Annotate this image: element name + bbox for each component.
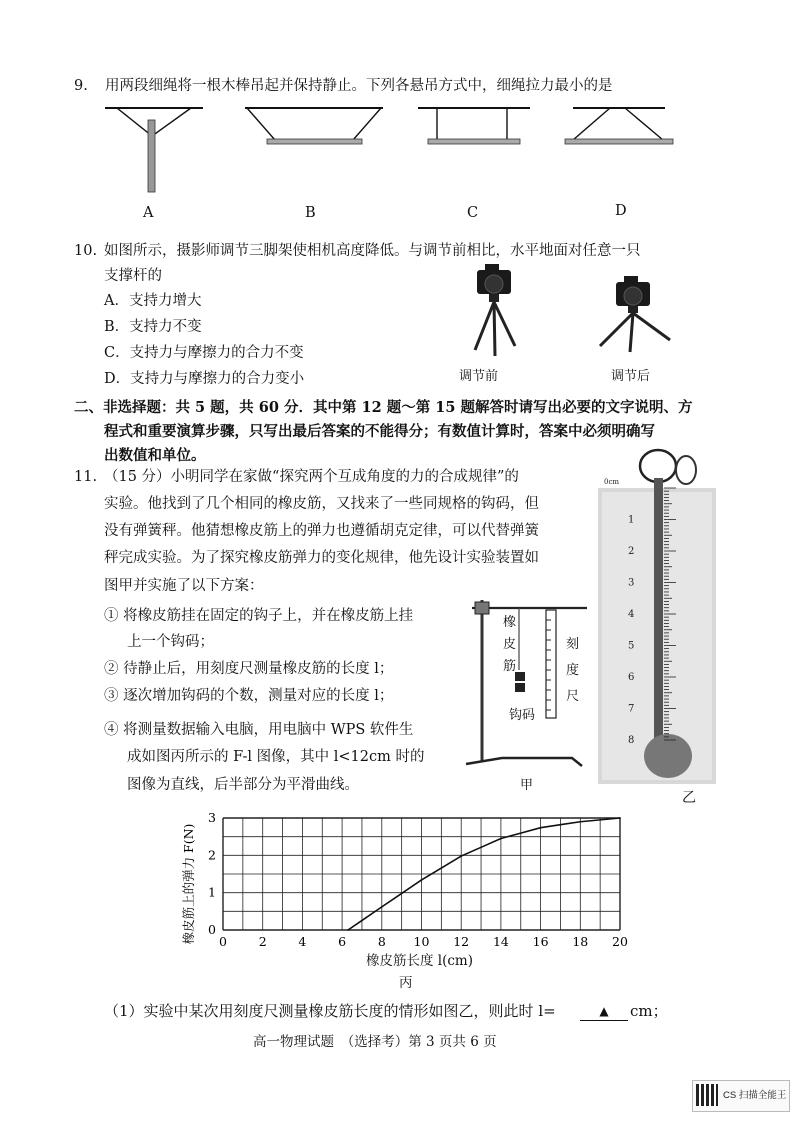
ruler-number: 5 — [628, 640, 635, 652]
q9-number: 9. — [74, 78, 88, 94]
q9-option-d: D — [615, 203, 627, 219]
chart-y-tick-label: 1 — [208, 884, 216, 900]
q9-option-c: C — [467, 205, 479, 221]
chart-x-tick-label: 20 — [612, 934, 628, 949]
q11-line1: （15 分）小明同学在家做“探究两个互成角度的力的合成规律”的 — [104, 469, 519, 485]
q11-step4-a: ④ 将测量数据输入电脑，用电脑中 WPS 软件生 — [104, 722, 414, 738]
q10-line1: 如图所示，摄影师调节三脚架使相机高度降低。与调节前相比，水平地面对任意一只 — [104, 243, 641, 259]
q11-line2: 实验。他找到了几个相同的橡皮筋，又找来了一些同规格的钩码，但 — [104, 496, 539, 512]
fig-jia-apparatus — [462, 580, 602, 770]
chart-x-tick-label: 0 — [219, 934, 227, 949]
q9-figure-b — [245, 108, 383, 144]
q11-line5: 图甲并实施了以下方案： — [104, 578, 264, 594]
q11-step2: ② 待静止后，用刻度尺测量橡皮筋的长度 l； — [104, 661, 394, 677]
ruler-number: 6 — [628, 672, 635, 683]
q11-sub1-text: （1）实验中某次用刻度尺测量橡皮筋长度的情形如图乙，则此时 l= — [104, 1002, 556, 1020]
ruler-label-2: 度 — [566, 663, 580, 678]
chart-y-tick-label: 3 — [208, 810, 216, 825]
chart-ticks — [208, 810, 628, 949]
chart-y-tick-label: 0 — [208, 922, 216, 937]
scanner-badge — [692, 1080, 790, 1112]
chart-x-tick-label: 12 — [453, 934, 470, 949]
tripod-after-figure — [580, 272, 690, 362]
section2-line1: 二、非选择题：共 5 题，共 60 分．其中第 12 题～第 15 题解答时请写出必要的文字说明、方 — [74, 399, 693, 416]
qr-code-icon — [696, 1084, 718, 1106]
q10-choice-b: B．支持力不变 — [104, 319, 202, 335]
tripod-after-caption: 调节后 — [611, 369, 651, 384]
fig-yi-photo — [598, 448, 716, 784]
chart-x-tick-label: 8 — [377, 934, 386, 949]
chart-x-tick-label: 4 — [298, 934, 307, 949]
chart-x-tick-label: 14 — [492, 934, 509, 949]
q11-sub1-unit: cm； — [630, 1002, 668, 1020]
q11-step1-b: 上一个钩码； — [127, 634, 214, 650]
ruler-number: 4 — [628, 609, 635, 620]
scanner-badge-text: CS 扫描全能王 — [723, 1090, 787, 1101]
q11-line3: 没有弹簧秤。他猜想橡皮筋上的弹力也遵循胡克定律，可以代替弹簧 — [104, 523, 539, 539]
q9-option-b: B — [305, 205, 316, 221]
ruler-number: 8 — [628, 735, 635, 746]
band-label-3: 筋 — [503, 659, 517, 674]
q9-figure-d — [565, 108, 673, 144]
q11-line4: 秤完成实验。为了探究橡皮筋弹力的变化规律，他先设计实验装置如 — [104, 550, 539, 566]
q10-number: 10. — [74, 243, 98, 259]
hook-weight-label: 钩码 — [509, 708, 536, 723]
q11-step3: ③ 逐次增加钩码的个数，测量对应的长度 l； — [104, 688, 394, 704]
ruler-number: 1 — [628, 514, 635, 526]
tripod-before-figure — [455, 258, 535, 363]
ruler-number: 7 — [628, 703, 635, 715]
ruler-label-1: 刻 — [566, 637, 580, 652]
q9-figures — [95, 100, 695, 200]
q11-step1-a: ① 将橡皮筋挂在固定的钩子上，并在橡皮筋上挂 — [104, 608, 414, 624]
q9-text: 用两段细绳将一根木棒吊起并保持静止。下列各悬吊方式中，细绳拉力最小的是 — [105, 78, 613, 94]
q11-number: 11. — [74, 469, 98, 485]
chart-grid — [223, 817, 621, 931]
ruler-number: 3 — [628, 577, 635, 589]
q9-figure-a — [105, 108, 203, 192]
chart-y-tick-label: 2 — [208, 847, 216, 863]
band-label-2: 皮 — [503, 637, 517, 652]
section2-line3: 出数值和单位。 — [104, 447, 206, 464]
chart-title: 丙 — [399, 975, 413, 991]
chart-x-tick-label: 18 — [572, 934, 589, 949]
q10-line2: 支撑杆的 — [104, 268, 162, 284]
chart-x-tick-label: 10 — [413, 934, 430, 949]
q9-option-a: A — [143, 205, 154, 221]
q11-step4-c: 图像为直线，后半部分为平滑曲线。 — [127, 777, 359, 793]
chart-xlabel: 橡皮筋长度 l(cm) — [366, 953, 474, 969]
svg-text:0cm: 0cm — [604, 478, 620, 486]
chart-ylabel: 橡皮筋上的弹力 F(N) — [181, 823, 196, 945]
section2-line2: 程式和重要演算步骤，只写出最后答案的不能得分；有数值计算时，答案中必须明确写 — [104, 423, 655, 440]
q9-figure-c — [418, 108, 530, 144]
chart-x-tick-label: 6 — [338, 934, 347, 949]
fig-jia-caption: 甲 — [520, 778, 534, 793]
fig-yi-caption: 乙 — [682, 790, 696, 806]
chart-x-tick-label: 2 — [258, 934, 267, 949]
q11-sub1-answer-blank[interactable]: ▲ — [580, 1000, 628, 1021]
chart-x-tick-label: 16 — [532, 934, 549, 949]
tripod-before-caption: 调节前 — [459, 369, 499, 384]
ruler-number: 2 — [628, 546, 635, 557]
ruler-label-3: 尺 — [566, 689, 580, 704]
band-label-1: 橡 — [503, 615, 517, 630]
q10-choice-a: A．支持力增大 — [104, 293, 202, 309]
q10-choice-c: C．支持力与摩擦力的合力不变 — [104, 345, 304, 361]
page-footer: 高一物理试题 （选择考）第 3 页共 6 页 — [253, 1034, 497, 1050]
q11-step4-b: 成如图丙所示的 F-l 图像，其中 l<12cm 时的 — [127, 749, 425, 765]
q10-choice-d: D．支持力与摩擦力的合力变小 — [104, 371, 305, 387]
